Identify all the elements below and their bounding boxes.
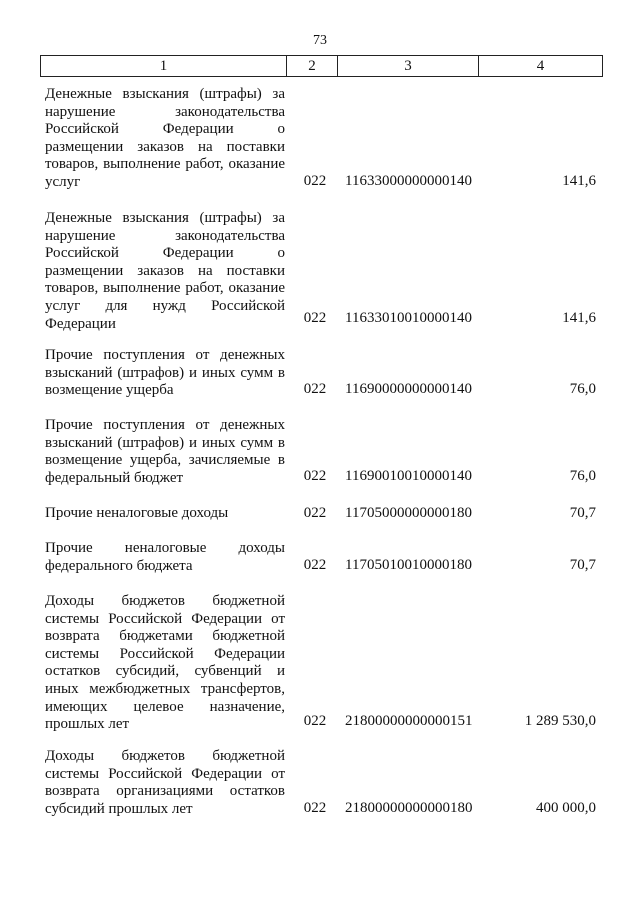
row-description: Доходы бюджетов бюджетной системы Российской Федерации от возврата бюджетами бюджетной системы Российской Федерации остатков субсидий, субвенций и иных межбюджетных трансфертов, имеющих целевое назначение, прошлых лет [45, 593, 285, 733]
row-description: Денежные взыскания (штрафы) за нарушение законодательства Российской Федерации о размещении заказов на поставки товаров, выполнение работ, оказание услуг для нужд Российской Федерации [45, 210, 285, 332]
row-admin-code: 022 [303, 713, 327, 730]
row-admin-code: 022 [303, 505, 327, 522]
row-budget-code: 11633000000000140 [345, 173, 472, 190]
row-amount: 1 289 530,0 [524, 713, 596, 730]
row-admin-code: 022 [303, 310, 327, 327]
row-admin-code: 022 [303, 381, 327, 398]
row-budget-code: 11705000000000180 [345, 505, 472, 522]
table-row [0, 417, 640, 486]
row-budget-code: 11633010010000140 [345, 310, 472, 327]
row-budget-code: 11690010010000140 [345, 468, 472, 485]
row-amount: 76,0 [569, 468, 596, 485]
table-row [0, 748, 640, 818]
table-row [0, 505, 640, 523]
column-header-3: 3 [338, 56, 479, 77]
row-budget-code: 11705010010000180 [345, 557, 472, 574]
row-amount: 70,7 [569, 505, 596, 522]
row-amount: 70,7 [569, 557, 596, 574]
row-description: Денежные взыскания (штрафы) за нарушение законодательства Российской Федерации о размещении заказов на поставки товаров, выполнение работ, оказание услуг [45, 86, 285, 190]
row-admin-code: 022 [303, 468, 327, 485]
column-header-2: 2 [287, 56, 338, 77]
page-number: 73 [313, 33, 327, 48]
row-description: Прочие неналоговые доходы [45, 505, 229, 521]
row-amount: 141,6 [562, 173, 596, 190]
row-amount: 76,0 [569, 381, 596, 398]
table-row [0, 593, 640, 731]
table-row [0, 347, 640, 399]
column-header-4: 4 [479, 56, 603, 77]
column-header-table [40, 55, 603, 77]
row-budget-code: 11690000000000140 [345, 381, 472, 398]
row-budget-code: 21800000000000151 [345, 713, 473, 730]
column-header-1: 1 [41, 56, 287, 77]
row-admin-code: 022 [303, 557, 327, 574]
row-admin-code: 022 [303, 173, 327, 190]
row-amount: 400 000,0 [536, 800, 596, 817]
table-row [0, 86, 640, 191]
row-budget-code: 21800000000000180 [345, 800, 473, 817]
row-admin-code: 022 [303, 800, 327, 817]
table-row [0, 540, 640, 575]
row-description: Доходы бюджетов бюджетной системы Российской Федерации от возврата организациями остатков субсидий прошлых лет [45, 748, 285, 817]
row-description: Прочие поступления от денежных взысканий (штрафов) и иных сумм в возмещение ущерба [45, 347, 285, 399]
row-description: Прочие поступления от денежных взысканий (штрафов) и иных сумм в возмещение ущерба, зачисляемые в федеральный бюджет [45, 417, 285, 486]
column-header-row [41, 56, 603, 77]
row-amount: 141,6 [562, 310, 596, 327]
row-description: Прочие неналоговые доходы федерального бюджета [45, 540, 285, 574]
table-row [0, 210, 640, 332]
